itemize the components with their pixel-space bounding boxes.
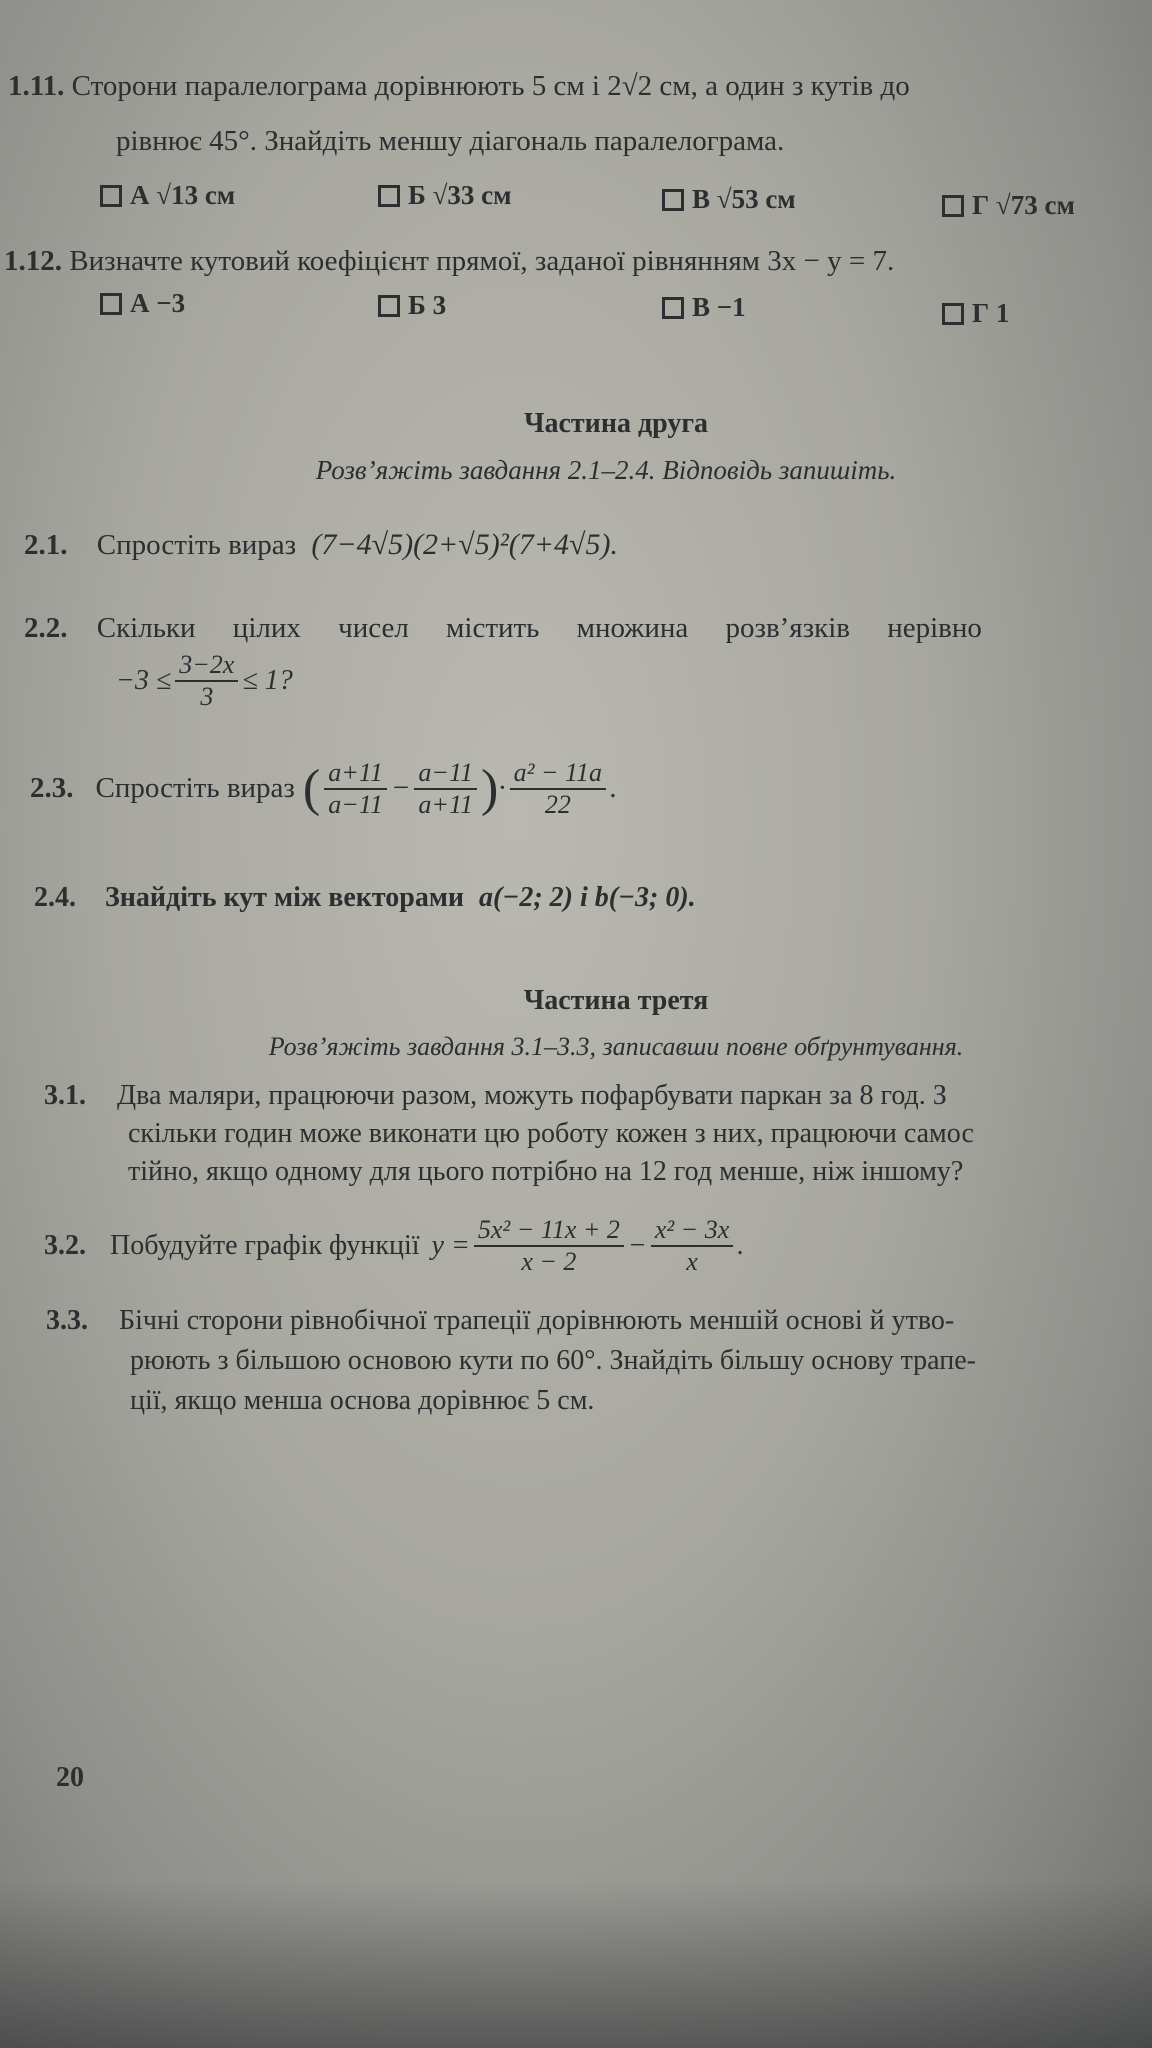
question-number: 1.12.	[4, 245, 62, 277]
question-text: Спростіть вираз	[95, 772, 295, 805]
fraction-numerator: 3−2x	[175, 650, 238, 682]
question-text: Скільки цілих чисел містить множина розв’язків нерівно	[96, 612, 982, 644]
option-label: А −3	[130, 288, 186, 318]
part-2-title: Частина друга	[523, 408, 709, 439]
period: .	[610, 772, 618, 805]
option-d[interactable]	[942, 190, 1075, 221]
question-3-3-line-2	[130, 1345, 976, 1377]
option-label: Г √73 см	[972, 190, 1075, 220]
option-label: В √53 см	[692, 184, 796, 214]
checkbox-icon[interactable]	[100, 293, 122, 315]
fraction-1	[324, 758, 387, 820]
part-2-instruction: Розв’яжіть завдання 2.1–2.4. Відповідь запишіть.	[315, 455, 897, 485]
question-3-1-line-2	[128, 1118, 974, 1150]
fraction-denominator: a−11	[328, 789, 383, 819]
fraction-numerator: x² − 3x	[651, 1215, 733, 1247]
page-shadow	[0, 1880, 1152, 2048]
question-3-3-line-3	[130, 1385, 594, 1417]
option-label: А √13 см	[130, 180, 236, 210]
question-text: Два маляри, працюючи разом, можуть пофарбувати паркан за 8 год. З	[117, 1080, 947, 1111]
option-label: Г 1	[972, 298, 1010, 328]
fraction-2	[414, 758, 477, 820]
question-text: Сторони паралелограма дорівнюють 5 см і 2√2 см, а один з кутів до	[71, 70, 910, 102]
question-1-11-line-2	[116, 125, 784, 158]
fraction-denominator: x	[686, 1246, 698, 1276]
option-c[interactable]	[662, 184, 796, 215]
question-3-3-line-1	[46, 1305, 954, 1337]
period: .	[737, 1229, 745, 1261]
fraction-numerator: a² − 11a	[510, 758, 606, 790]
fraction-denominator: 22	[544, 789, 571, 819]
dot-operator: ·	[498, 772, 506, 805]
question-2-2-line-1	[24, 612, 982, 645]
part-3-title: Частина третя	[523, 985, 709, 1016]
question-text: Спростіть вираз	[96, 529, 297, 561]
fraction-denominator: x − 2	[521, 1246, 577, 1276]
option-a[interactable]	[100, 288, 185, 319]
question-number: 3.2.	[44, 1229, 86, 1261]
page-number: 20	[56, 1762, 84, 1793]
question-3-2	[44, 1215, 744, 1277]
option-label: Б √33 см	[408, 180, 512, 210]
question-number: 2.1.	[24, 529, 68, 561]
option-b[interactable]	[378, 290, 446, 321]
question-number: 3.3.	[46, 1305, 88, 1336]
inequality-left: −3 ≤	[116, 664, 172, 696]
option-label: В −1	[692, 292, 746, 322]
option-c[interactable]	[662, 292, 746, 323]
checkbox-icon[interactable]	[662, 297, 684, 319]
question-2-3	[30, 758, 617, 820]
fraction-3	[510, 758, 606, 820]
option-d[interactable]	[942, 298, 1009, 329]
question-text: Знайдіть кут між векторами	[105, 882, 465, 913]
expression: (7−4√5)(2+√5)²(7+4√5).	[311, 528, 618, 561]
checkbox-icon[interactable]	[100, 185, 122, 207]
fraction-denominator: 3	[200, 681, 214, 711]
question-2-1	[24, 528, 618, 562]
question-2-2-inequality	[116, 650, 293, 712]
question-text: ції, якщо менша основа дорівнює 5 см.	[130, 1385, 595, 1416]
checkbox-icon[interactable]	[378, 185, 400, 207]
close-paren: )	[481, 759, 499, 817]
fraction-1	[474, 1215, 624, 1277]
option-b[interactable]	[378, 180, 512, 211]
checkbox-icon[interactable]	[378, 295, 400, 317]
part-3-instruction: Розв’яжіть завдання 3.1–3.3, записавши повне обґрунтування.	[268, 1032, 964, 1061]
question-text: тійно, якщо одному для цього потрібно на 12 год менше, ніж іншому?	[128, 1156, 964, 1187]
question-3-1-line-1	[44, 1080, 947, 1112]
minus-sign: −	[390, 772, 411, 805]
question-number: 2.2.	[24, 612, 68, 644]
question-3-1-line-3	[128, 1156, 963, 1188]
question-text: Визначте кутовий коефіцієнт прямої, заданої рівнянням 3x − y = 7.	[69, 245, 895, 277]
question-text: Бічні сторони рівнобічної трапеції дорівнюють меншій основі й утво-	[119, 1305, 955, 1336]
question-text: скільки годин може виконати цю роботу кожен з них, працюючи самос	[128, 1118, 974, 1149]
question-1-12	[4, 245, 894, 278]
option-label: Б 3	[408, 290, 447, 320]
question-text: рівнює 45°. Знайдіть меншу діагональ паралелограма.	[116, 125, 785, 157]
checkbox-icon[interactable]	[942, 303, 964, 325]
question-number: 2.3.	[30, 772, 74, 805]
question-2-4	[34, 882, 696, 914]
fraction-denominator: a+11	[418, 789, 474, 819]
function-y: y =	[431, 1229, 470, 1261]
fraction-2	[651, 1215, 733, 1277]
question-text: Побудуйте графік функції	[110, 1229, 420, 1261]
question-number: 1.11.	[8, 70, 65, 102]
fraction-numerator: a−11	[414, 758, 477, 790]
fraction-numerator: 5x² − 11x + 2	[474, 1215, 624, 1247]
open-paren: (	[302, 759, 321, 817]
question-number: 2.4.	[34, 882, 76, 913]
fraction	[175, 650, 238, 712]
option-a[interactable]	[100, 180, 235, 211]
checkbox-icon[interactable]	[942, 195, 964, 217]
question-number: 3.1.	[44, 1080, 86, 1111]
question-1-11-line-1	[8, 70, 910, 103]
question-text: рюють з більшою основою кути по 60°. Знайдіть більшу основу трапе-	[130, 1345, 976, 1376]
fraction-numerator: a+11	[324, 758, 387, 790]
minus-sign: −	[627, 1229, 647, 1261]
checkbox-icon[interactable]	[662, 189, 684, 211]
expression: a(−2; 2) і b(−3; 0).	[479, 882, 696, 913]
inequality-right: ≤ 1?	[242, 664, 293, 696]
